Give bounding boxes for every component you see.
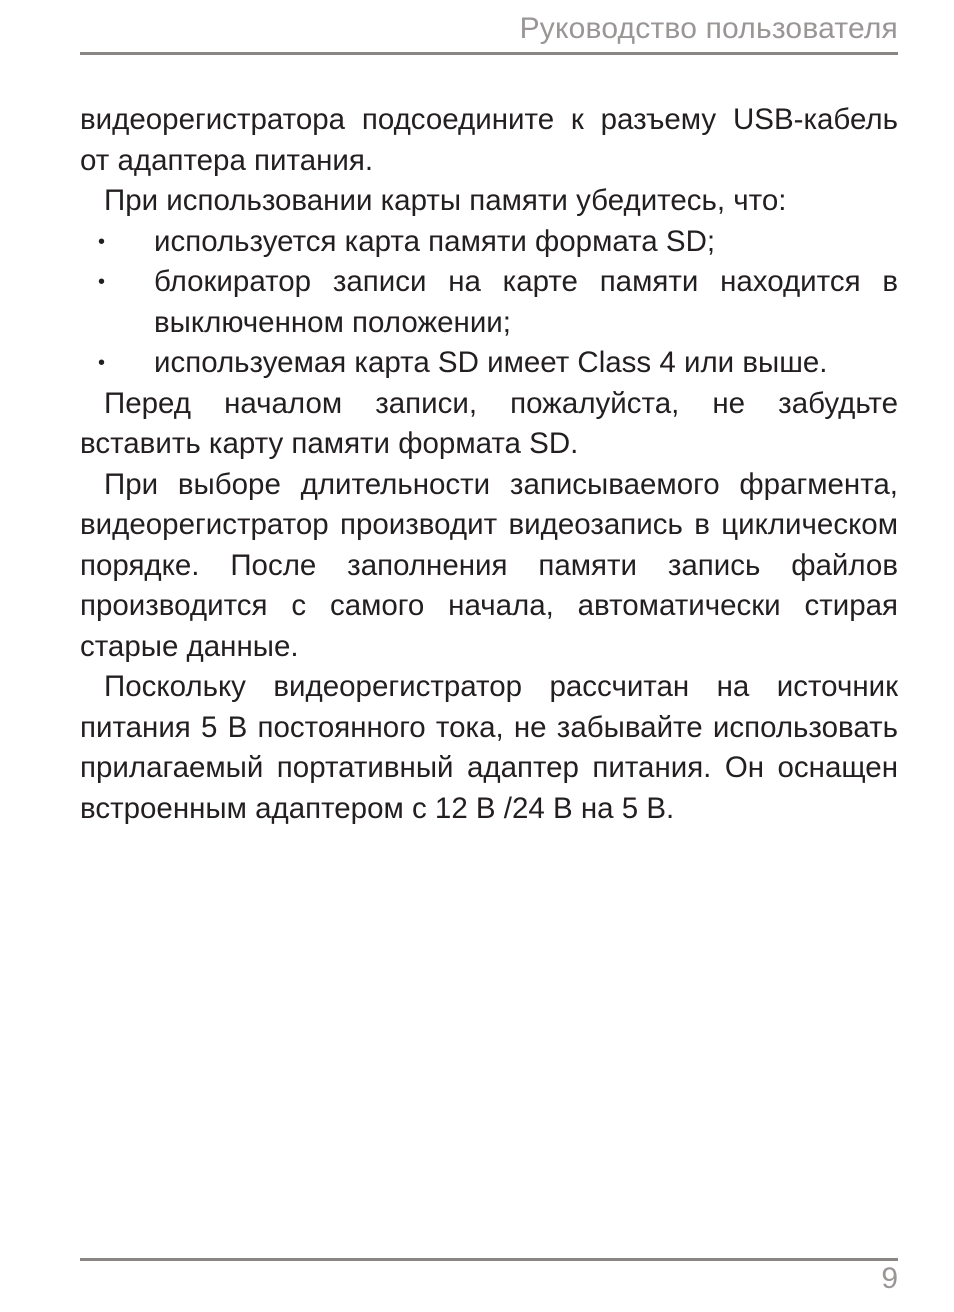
list-item bbox=[80, 222, 898, 263]
list-item-text: блокиратор записи на карте памяти находится в выключенном положении; bbox=[154, 265, 898, 339]
header-rule bbox=[80, 52, 898, 55]
memory-card-checklist bbox=[80, 222, 898, 384]
paragraph-memory-card-intro: При использовании карты памяти убедитесь, что: bbox=[104, 184, 787, 217]
page-number: 9 bbox=[881, 1262, 898, 1295]
running-header: Руководство пользователя bbox=[519, 12, 898, 45]
paragraph-usb-cable: видеорегистратора подсоедините к разъему USB-кабель от адаптера питания. bbox=[80, 103, 898, 177]
list-item-text: используется карта памяти формата SD; bbox=[154, 224, 716, 258]
footer-rule bbox=[80, 1258, 898, 1261]
bullet-icon: • bbox=[98, 230, 106, 253]
list-item bbox=[80, 262, 898, 343]
page-body bbox=[80, 100, 898, 829]
bullet-icon: • bbox=[98, 352, 106, 374]
paragraph-power-adapter: Поскольку видеорегистратор рассчитан на источник питания 5 В постоянного тока, не забывайте использовать прилагаемый портативный адаптер питания. Он оснащен встроенным адаптером с 12 В /24 В на 5 В. bbox=[80, 670, 898, 825]
list-item-text: используемая карта SD имеет Class 4 или выше. bbox=[154, 346, 828, 379]
list-item bbox=[80, 343, 898, 384]
paragraph-insert-card: Перед началом записи, пожалуйста, не забудьте вставить карту памяти формата SD. bbox=[80, 386, 898, 460]
paragraph-loop-recording: При выборе длительности записываемого фрагмента, видеорегистратор производит видеозапись в циклическом порядке. После заполнения памяти запись файлов производится с самого начала, автоматически стирая старые данные. bbox=[80, 467, 898, 663]
bullet-icon: • bbox=[98, 271, 106, 293]
